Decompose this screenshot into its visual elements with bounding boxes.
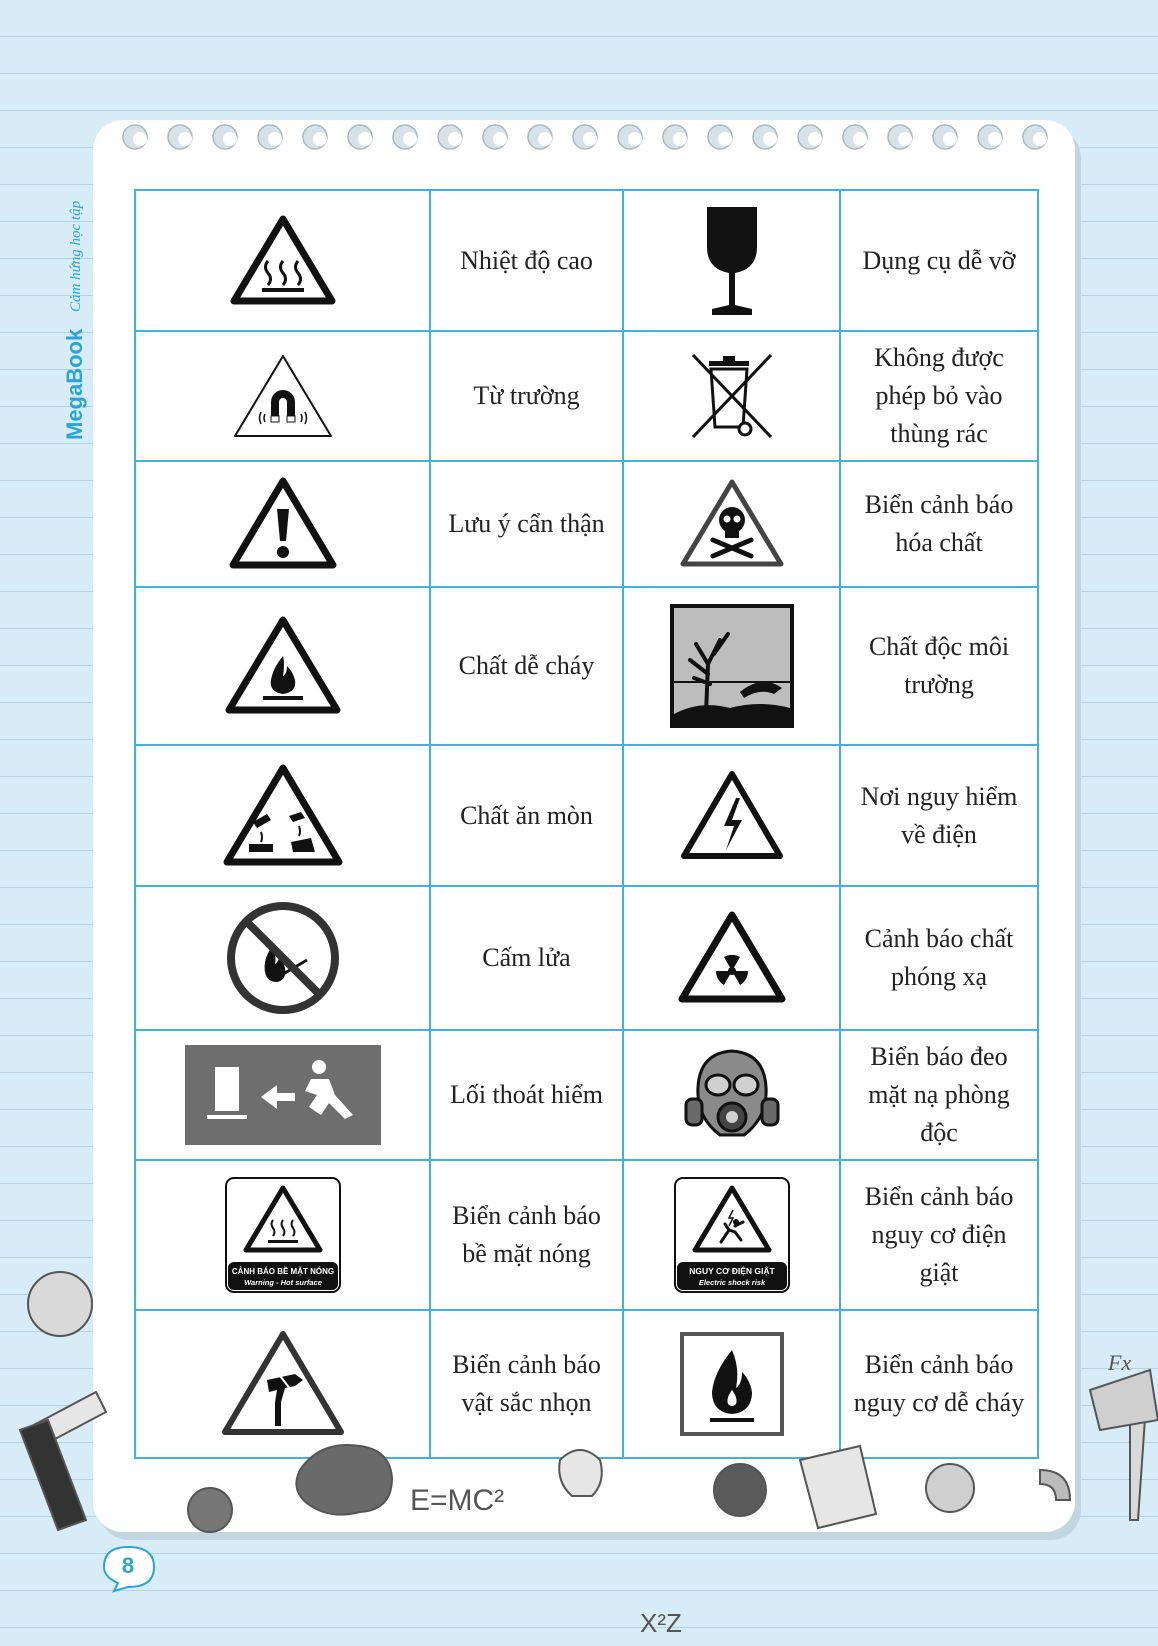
hot-surface-warning-label: Nhiệt độ cao — [430, 190, 623, 331]
no-fire-cell — [135, 886, 430, 1030]
table-row — [135, 745, 1038, 886]
table-row — [135, 190, 1038, 331]
hot-surface-sign-text-en: Warning - Hot surface — [243, 1278, 322, 1287]
table-row — [135, 1030, 1038, 1160]
radiation-icon — [676, 909, 788, 1007]
emergency-exit-icon — [185, 1045, 381, 1145]
no-fire-icon — [225, 900, 341, 1016]
crossed-out-bin-label: Không được phép bỏ vào thùng rác — [840, 331, 1038, 461]
emergency-exit-cell — [135, 1030, 430, 1160]
electric-shock-sign-text-en: Electric shock risk — [698, 1278, 765, 1287]
skull-crossbones-cell — [623, 461, 840, 587]
hot-surface-warning-cell — [135, 190, 430, 331]
high-voltage-cell — [623, 745, 840, 886]
gas-mask-icon — [684, 1047, 780, 1143]
hot-surface-warning-icon — [228, 213, 338, 309]
environmental-hazard-label: Chất độc môi trường — [840, 587, 1038, 745]
flashlight-icon — [1090, 1370, 1158, 1430]
electric-shock-sign-label: Biển cảnh báo nguy cơ điện giật — [840, 1160, 1038, 1310]
radiation-cell — [623, 886, 840, 1030]
radiation-label: Cảnh báo chất phóng xạ — [840, 886, 1038, 1030]
bottom-doodles — [0, 1220, 1158, 1646]
crossed-out-bin-icon — [687, 351, 777, 441]
sharp-object-label: Biển cảnh báo vật sắc nhọn — [430, 1310, 623, 1458]
brand-name: MegaBook — [62, 328, 87, 440]
apple-icon-2 — [714, 1464, 766, 1516]
hot-surface-sign-label: Biển cảnh báo bề mặt nóng — [430, 1160, 623, 1310]
telescope-icon — [20, 1420, 86, 1530]
corrosive-label: Chất ăn mòn — [430, 745, 623, 886]
environmental-hazard-cell — [623, 587, 840, 745]
fragile-glass-icon — [702, 205, 762, 317]
environmental-hazard-icon — [670, 604, 794, 728]
electric-shock-sign-text-vi: NGUY CƠ ĐIỆN GIẬT — [688, 1266, 775, 1276]
gas-mask-label: Biển báo đeo mặt nạ phòng độc — [840, 1030, 1038, 1160]
fragile-glass-label: Dụng cụ dễ vỡ — [840, 190, 1038, 331]
exclamation-warning-cell — [135, 461, 430, 587]
flammable-label: Chất dễ cháy — [430, 587, 623, 745]
no-fire-label: Cấm lửa — [430, 886, 623, 1030]
exclamation-warning-label: Lưu ý cẩn thận — [430, 461, 623, 587]
magnet-icon — [1040, 1470, 1070, 1500]
fire-risk-sign-label: Biển cảnh báo nguy cơ dễ cháy — [840, 1310, 1038, 1458]
hot-surface-sign-text-vi: CẢNH BÁO BỀ MẶT NÓNG — [231, 1267, 334, 1276]
corrosive-icon — [221, 762, 345, 870]
gas-mask-cell — [623, 1030, 840, 1160]
crossed-out-bin-cell — [623, 331, 840, 461]
binder-rings — [120, 122, 1060, 152]
emergency-exit-label: Lối thoát hiểm — [430, 1030, 623, 1160]
brand-logo — [52, 150, 92, 450]
brand-tagline: Cảm hứng học tập — [68, 200, 84, 312]
stopwatch-icon — [28, 1272, 92, 1336]
page-number: 8 — [121, 1553, 135, 1578]
exclamation-warning-icon — [227, 475, 339, 573]
corrosive-cell — [135, 745, 430, 886]
skull-crossbones-icon — [677, 476, 787, 572]
formula-fx: Fx — [1108, 1350, 1132, 1375]
flammable-icon — [223, 614, 343, 718]
magnetic-field-label: Từ trường — [430, 331, 623, 461]
magnetic-field-cell — [135, 331, 430, 461]
table-row — [135, 331, 1038, 461]
high-voltage-icon — [678, 768, 786, 864]
table-row — [135, 587, 1038, 745]
formula-emc2: E=MC² — [410, 1484, 505, 1517]
magnetic-field-icon — [231, 352, 335, 440]
table-row — [135, 461, 1038, 587]
lightbulb-icon — [559, 1450, 602, 1496]
fragile-glass-cell — [623, 190, 840, 331]
skull-crossbones-label: Biển cảnh báo hóa chất — [840, 461, 1038, 587]
brain-icon — [296, 1445, 392, 1515]
apple-icon — [188, 1488, 232, 1532]
flammable-cell — [135, 587, 430, 745]
high-voltage-label: Nơi nguy hiểm về điện — [840, 745, 1038, 886]
formula-x2z: X²Z — [640, 1608, 682, 1638]
table-row — [135, 886, 1038, 1030]
calculator-icon — [800, 1446, 876, 1528]
gear-icon — [926, 1464, 974, 1512]
